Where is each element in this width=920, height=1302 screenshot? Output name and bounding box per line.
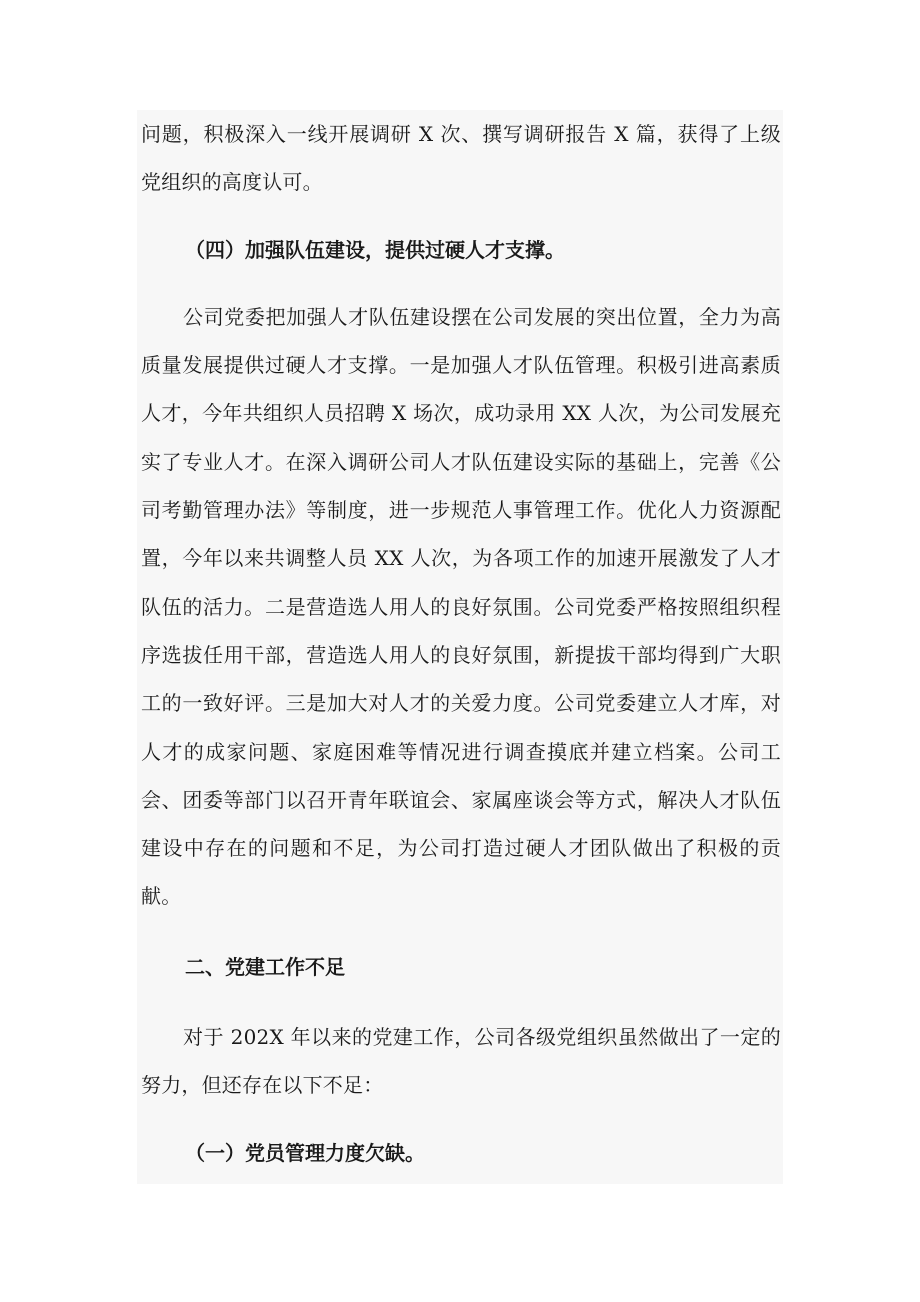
paragraph-shortcomings-intro: 对于 202X 年以来的党建工作，公司各级党组织虽然做出了一定的努力，但还存在以下不足： [141,1025,781,1098]
paragraph-continuation: 问题，积极深入一线开展调研 X 次、撰写调研报告 X 篇，获得了上级党组织的高度认可。 [141,122,781,195]
section-heading-1: （一）党员管理力度欠缺。 [185,1140,425,1165]
chapter-heading-2: 二、党建工作不足 [185,954,345,979]
paragraph-talent-team: 公司党委把加强人才队伍建设摆在公司发展的突出位置，全力为高质量发展提供过硬人才支撑。一是加强人才队伍管理。积极引进高素质人才，今年共组织人员招聘 X 场次，成功录用 XX 人次，为公司发展充实了专业人才。在深入调研公司人才队伍建设实际的基础上，完善《公司考勤管理办法》等制度，进一步规范人事管理工作。优化人力资源配置，今年以来共调整人员 XX 人次，为各项工作的加速开展激发了人才队伍的活力。二是营造选人用人的良好氛围。公司党委严格按照组织程序选拔任用干部，营造选人用人的良好氛围，新提拔干部均得到广大职工的一致好评。三是加大对人才的关爱力度。公司党委建立人才库，对人才的成家问题、家庭困难等情况进行调查摸底并建立档案。公司工会、团委等部门以召开青年联谊会、家属座谈会等方式，解决人才队伍建设中存在的问题和不足，为公司打造过硬人才团队做出了积极的贡献。 [141,304,781,909]
document-body [141,110,781,1177]
section-heading-4: （四）加强队伍建设，提供过硬人才支撑。 [185,237,565,262]
